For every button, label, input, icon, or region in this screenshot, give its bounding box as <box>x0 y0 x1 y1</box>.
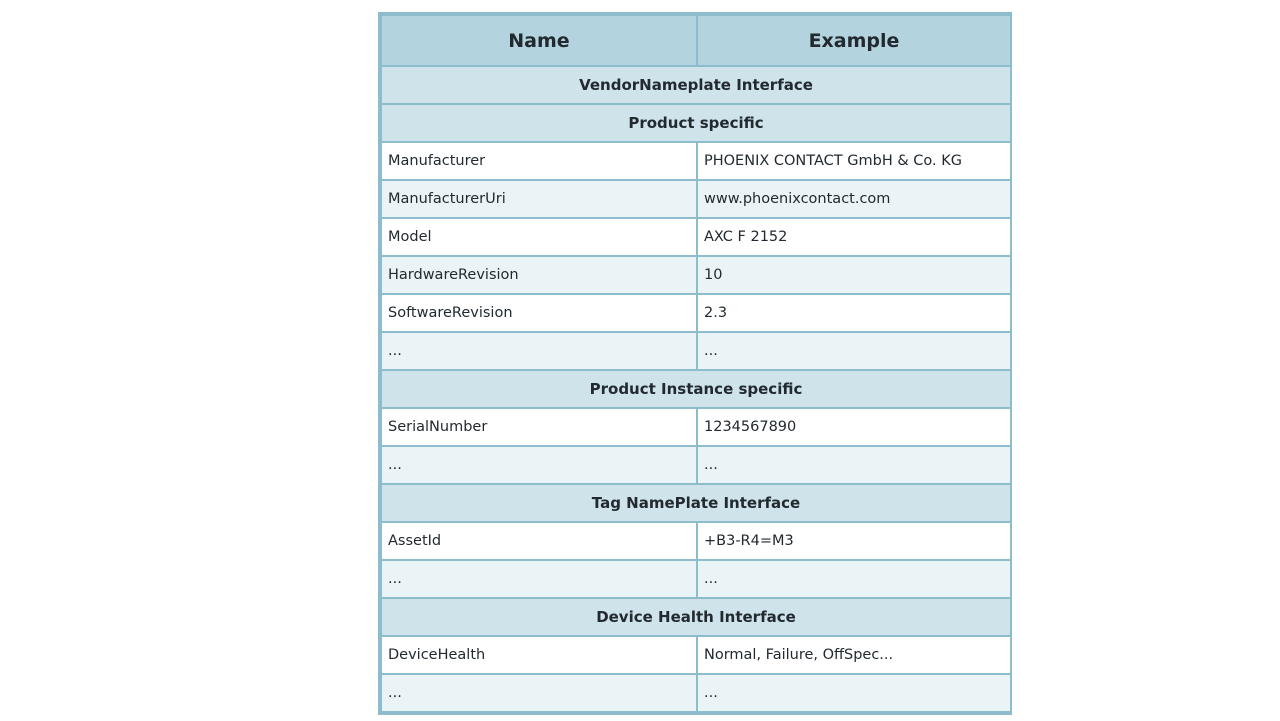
column-header-name: Name <box>381 15 697 66</box>
section-title: Device Health Interface <box>381 598 1011 636</box>
table-row <box>381 522 1011 560</box>
section-row <box>381 484 1011 522</box>
cell-name: SoftwareRevision <box>381 294 697 332</box>
table-row <box>381 218 1011 256</box>
cell-example: www.phoenixcontact.com <box>697 180 1011 218</box>
section-title: VendorNameplate Interface <box>381 66 1011 104</box>
cell-name: Model <box>381 218 697 256</box>
cell-example: Normal, Failure, OffSpec... <box>697 636 1011 674</box>
section-title: Product specific <box>381 104 1011 142</box>
section-row <box>381 104 1011 142</box>
cell-example: +B3-R4=M3 <box>697 522 1011 560</box>
cell-example: ... <box>697 446 1011 484</box>
cell-name: ... <box>381 446 697 484</box>
cell-name: DeviceHealth <box>381 636 697 674</box>
cell-example: 2.3 <box>697 294 1011 332</box>
section-title: Tag NamePlate Interface <box>381 484 1011 522</box>
cell-name: HardwareRevision <box>381 256 697 294</box>
nameplate-table-container <box>378 12 1012 715</box>
section-row <box>381 66 1011 104</box>
table-body <box>381 66 1011 712</box>
cell-example: ... <box>697 560 1011 598</box>
section-title: Product Instance specific <box>381 370 1011 408</box>
column-header-example: Example <box>697 15 1011 66</box>
cell-name: AssetId <box>381 522 697 560</box>
table-row <box>381 332 1011 370</box>
table-header-row <box>381 15 1011 66</box>
table-row <box>381 408 1011 446</box>
cell-name: SerialNumber <box>381 408 697 446</box>
cell-example: AXC F 2152 <box>697 218 1011 256</box>
table-row <box>381 674 1011 712</box>
table-row <box>381 256 1011 294</box>
cell-example: 1234567890 <box>697 408 1011 446</box>
cell-example: ... <box>697 674 1011 712</box>
cell-name: ... <box>381 332 697 370</box>
section-row <box>381 370 1011 408</box>
cell-name: Manufacturer <box>381 142 697 180</box>
cell-name: ManufacturerUri <box>381 180 697 218</box>
table-row <box>381 636 1011 674</box>
cell-name: ... <box>381 560 697 598</box>
cell-example: 10 <box>697 256 1011 294</box>
table-row <box>381 294 1011 332</box>
nameplate-table <box>380 14 1012 713</box>
table-row <box>381 180 1011 218</box>
cell-example: PHOENIX CONTACT GmbH & Co. KG <box>697 142 1011 180</box>
table-row <box>381 446 1011 484</box>
section-row <box>381 598 1011 636</box>
cell-name: ... <box>381 674 697 712</box>
cell-example: ... <box>697 332 1011 370</box>
table-row <box>381 560 1011 598</box>
table-row <box>381 142 1011 180</box>
